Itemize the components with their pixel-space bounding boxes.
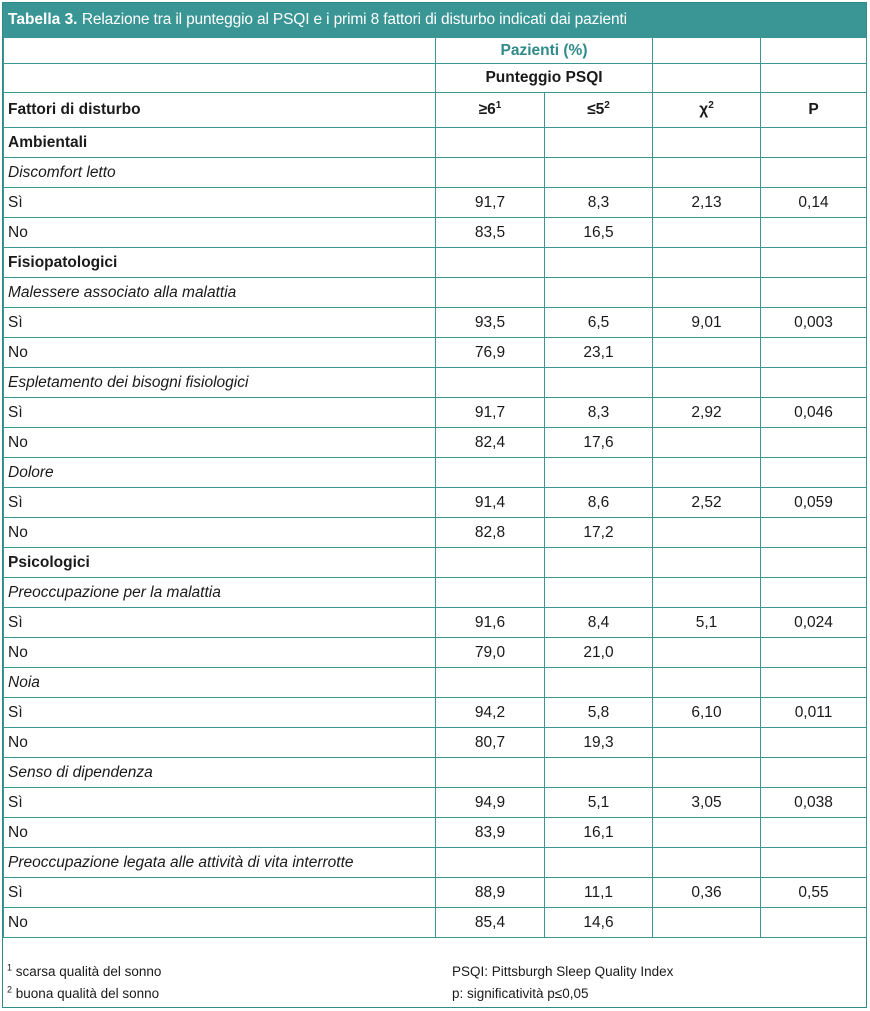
empty-cell bbox=[653, 758, 761, 788]
empty-cell bbox=[436, 158, 545, 188]
empty-cell bbox=[761, 578, 867, 608]
cell-psqi-low: 14,6 bbox=[545, 908, 653, 938]
cell-psqi-high: 91,7 bbox=[436, 188, 545, 218]
header-blank bbox=[653, 38, 761, 64]
footnote-2-sup: 2 bbox=[7, 984, 13, 995]
cell-psqi-low: 11,1 bbox=[545, 878, 653, 908]
cell-p-value: 0,003 bbox=[761, 308, 867, 338]
category-row bbox=[4, 248, 867, 278]
cell-p-value: 0,14 bbox=[761, 188, 867, 218]
table-row bbox=[4, 308, 867, 338]
cell-psqi-low: 17,6 bbox=[545, 428, 653, 458]
subcategory-label: Senso di dipendenza bbox=[4, 758, 436, 788]
subcategory-row bbox=[4, 668, 867, 698]
cell-chi-square: 3,05 bbox=[653, 788, 761, 818]
table-row bbox=[4, 878, 867, 908]
empty-cell bbox=[436, 578, 545, 608]
table-row bbox=[4, 188, 867, 218]
cell-psqi-high: 91,4 bbox=[436, 488, 545, 518]
footnotes-left bbox=[7, 961, 161, 1005]
header-psqi-low-text: ≤5 bbox=[587, 101, 605, 118]
empty-cell bbox=[653, 368, 761, 398]
empty-cell bbox=[761, 548, 867, 578]
cell-p-value bbox=[761, 338, 867, 368]
empty-cell bbox=[436, 848, 545, 878]
subcategory-row bbox=[4, 278, 867, 308]
empty-cell bbox=[436, 368, 545, 398]
footnote-2-text: buona qualità del sonno bbox=[15, 986, 160, 1001]
table-row bbox=[4, 608, 867, 638]
subcategory-label: Preoccupazione legata alle attività di vita interrotte bbox=[4, 848, 436, 878]
empty-cell bbox=[653, 458, 761, 488]
table-title-label: Tabella 3. bbox=[8, 11, 78, 28]
subcategory-label: Preoccupazione per la malattia bbox=[4, 578, 436, 608]
empty-cell bbox=[761, 458, 867, 488]
cell-psqi-low: 8,4 bbox=[545, 608, 653, 638]
footnotes-right bbox=[452, 961, 673, 1005]
empty-cell bbox=[545, 458, 653, 488]
footnote-p: p: significatività p≤0,05 bbox=[452, 986, 589, 1001]
cell-psqi-high: 94,9 bbox=[436, 788, 545, 818]
cell-chi-square bbox=[653, 218, 761, 248]
cell-psqi-low: 6,5 bbox=[545, 308, 653, 338]
empty-cell bbox=[545, 128, 653, 158]
row-label: No bbox=[4, 518, 436, 548]
cell-psqi-high: 80,7 bbox=[436, 728, 545, 758]
cell-psqi-high: 83,9 bbox=[436, 818, 545, 848]
cell-p-value bbox=[761, 428, 867, 458]
cell-psqi-low: 5,1 bbox=[545, 788, 653, 818]
cell-chi-square bbox=[653, 428, 761, 458]
cell-psqi-low: 17,2 bbox=[545, 518, 653, 548]
cell-psqi-high: 76,9 bbox=[436, 338, 545, 368]
row-label: No bbox=[4, 728, 436, 758]
table-row bbox=[4, 428, 867, 458]
empty-cell bbox=[436, 668, 545, 698]
empty-cell bbox=[545, 578, 653, 608]
empty-cell bbox=[761, 368, 867, 398]
cell-p-value bbox=[761, 518, 867, 548]
row-label: No bbox=[4, 908, 436, 938]
cell-psqi-low: 5,8 bbox=[545, 698, 653, 728]
header-psqi-high-sup: 1 bbox=[495, 99, 502, 111]
empty-cell bbox=[436, 278, 545, 308]
category-label: Ambientali bbox=[4, 128, 436, 158]
row-label: No bbox=[4, 218, 436, 248]
row-label: No bbox=[4, 338, 436, 368]
cell-psqi-high: 91,6 bbox=[436, 608, 545, 638]
cell-chi-square bbox=[653, 338, 761, 368]
footnote-1 bbox=[7, 961, 161, 983]
empty-cell bbox=[761, 128, 867, 158]
empty-cell bbox=[761, 248, 867, 278]
data-table bbox=[3, 37, 867, 938]
empty-cell bbox=[761, 668, 867, 698]
cell-psqi-high: 85,4 bbox=[436, 908, 545, 938]
cell-psqi-low: 16,5 bbox=[545, 218, 653, 248]
cell-psqi-low: 8,6 bbox=[545, 488, 653, 518]
header-chi-sup: 2 bbox=[708, 99, 714, 111]
cell-chi-square bbox=[653, 638, 761, 668]
subcategory-row bbox=[4, 578, 867, 608]
empty-cell bbox=[653, 128, 761, 158]
empty-cell bbox=[545, 278, 653, 308]
footnote-1-text: scarsa qualità del sonno bbox=[15, 964, 162, 979]
subcategory-label: Malessere associato alla malattia bbox=[4, 278, 436, 308]
header-blank bbox=[4, 64, 436, 93]
header-chi-square bbox=[653, 93, 761, 128]
table-row bbox=[4, 488, 867, 518]
cell-psqi-low: 8,3 bbox=[545, 188, 653, 218]
empty-cell bbox=[653, 668, 761, 698]
subcategory-label: Discomfort letto bbox=[4, 158, 436, 188]
subcategory-row bbox=[4, 158, 867, 188]
table-row bbox=[4, 728, 867, 758]
cell-p-value bbox=[761, 728, 867, 758]
subcategory-row bbox=[4, 368, 867, 398]
table-row bbox=[4, 638, 867, 668]
cell-p-value: 0,046 bbox=[761, 398, 867, 428]
subcategory-label: Noia bbox=[4, 668, 436, 698]
table-frame bbox=[2, 2, 867, 1008]
subcategory-row bbox=[4, 758, 867, 788]
empty-cell bbox=[761, 278, 867, 308]
category-row bbox=[4, 128, 867, 158]
row-label: Sì bbox=[4, 698, 436, 728]
cell-p-value: 0,038 bbox=[761, 788, 867, 818]
header-blank bbox=[4, 38, 436, 64]
cell-psqi-high: 93,5 bbox=[436, 308, 545, 338]
header-row-subgroup bbox=[4, 64, 867, 93]
subcategory-row bbox=[4, 848, 867, 878]
footnote-1-sup: 1 bbox=[7, 962, 13, 973]
footnote-2 bbox=[7, 983, 161, 1005]
empty-cell bbox=[761, 158, 867, 188]
table-row bbox=[4, 218, 867, 248]
header-psqi-high-text: ≥6 bbox=[478, 101, 496, 118]
cell-psqi-high: 88,9 bbox=[436, 878, 545, 908]
cell-p-value bbox=[761, 638, 867, 668]
table-row bbox=[4, 338, 867, 368]
header-psqi-high bbox=[436, 93, 545, 128]
empty-cell bbox=[545, 368, 653, 398]
empty-cell bbox=[436, 548, 545, 578]
row-label: Sì bbox=[4, 308, 436, 338]
row-label: No bbox=[4, 428, 436, 458]
table-row bbox=[4, 818, 867, 848]
cell-psqi-high: 82,8 bbox=[436, 518, 545, 548]
empty-cell bbox=[761, 848, 867, 878]
cell-p-value bbox=[761, 908, 867, 938]
header-patients-percent: Pazienti (%) bbox=[436, 38, 653, 64]
category-label: Psicologici bbox=[4, 548, 436, 578]
footnote-psqi: PSQI: Pittsburgh Sleep Quality Index bbox=[452, 964, 674, 979]
empty-cell bbox=[653, 248, 761, 278]
table-title bbox=[3, 3, 866, 37]
category-row bbox=[4, 548, 867, 578]
cell-psqi-high: 82,4 bbox=[436, 428, 545, 458]
header-psqi-low bbox=[545, 93, 653, 128]
row-label: No bbox=[4, 638, 436, 668]
cell-p-value: 0,011 bbox=[761, 698, 867, 728]
cell-chi-square: 9,01 bbox=[653, 308, 761, 338]
cell-chi-square: 0,36 bbox=[653, 878, 761, 908]
cell-chi-square bbox=[653, 818, 761, 848]
cell-chi-square: 6,10 bbox=[653, 698, 761, 728]
empty-cell bbox=[436, 758, 545, 788]
empty-cell bbox=[436, 128, 545, 158]
cell-chi-square bbox=[653, 728, 761, 758]
table-row bbox=[4, 398, 867, 428]
cell-chi-square bbox=[653, 518, 761, 548]
table-row bbox=[4, 698, 867, 728]
row-label: Sì bbox=[4, 398, 436, 428]
cell-p-value: 0,024 bbox=[761, 608, 867, 638]
header-blank bbox=[653, 64, 761, 93]
cell-psqi-low: 16,1 bbox=[545, 818, 653, 848]
empty-cell bbox=[436, 458, 545, 488]
empty-cell bbox=[436, 248, 545, 278]
cell-p-value: 0,55 bbox=[761, 878, 867, 908]
empty-cell bbox=[545, 668, 653, 698]
header-psqi-low-sup: 2 bbox=[604, 99, 610, 111]
table-row bbox=[4, 518, 867, 548]
row-label: Sì bbox=[4, 878, 436, 908]
row-label: Sì bbox=[4, 188, 436, 218]
cell-p-value: 0,059 bbox=[761, 488, 867, 518]
header-p-value: P bbox=[761, 93, 867, 128]
empty-cell bbox=[761, 758, 867, 788]
header-chi-text: χ bbox=[699, 101, 709, 118]
row-label: No bbox=[4, 818, 436, 848]
empty-cell bbox=[545, 848, 653, 878]
cell-chi-square: 2,92 bbox=[653, 398, 761, 428]
header-factors: Fattori di disturbo bbox=[4, 93, 436, 128]
empty-cell bbox=[653, 848, 761, 878]
row-label: Sì bbox=[4, 788, 436, 818]
header-blank bbox=[761, 38, 867, 64]
subcategory-row bbox=[4, 458, 867, 488]
header-blank bbox=[761, 64, 867, 93]
empty-cell bbox=[653, 278, 761, 308]
cell-chi-square: 2,52 bbox=[653, 488, 761, 518]
header-row-columns bbox=[4, 93, 867, 128]
cell-psqi-low: 23,1 bbox=[545, 338, 653, 368]
empty-cell bbox=[545, 758, 653, 788]
cell-psqi-low: 8,3 bbox=[545, 398, 653, 428]
subcategory-label: Dolore bbox=[4, 458, 436, 488]
cell-chi-square bbox=[653, 908, 761, 938]
header-psqi-score: Punteggio PSQI bbox=[436, 64, 653, 93]
row-label: Sì bbox=[4, 488, 436, 518]
cell-psqi-high: 91,7 bbox=[436, 398, 545, 428]
empty-cell bbox=[545, 548, 653, 578]
empty-cell bbox=[653, 158, 761, 188]
table-title-text: Relazione tra il punteggio al PSQI e i primi 8 fattori di disturbo indicati dai pazienti bbox=[81, 11, 627, 28]
cell-psqi-high: 94,2 bbox=[436, 698, 545, 728]
cell-p-value bbox=[761, 218, 867, 248]
empty-cell bbox=[545, 248, 653, 278]
empty-cell bbox=[545, 158, 653, 188]
category-label: Fisiopatologici bbox=[4, 248, 436, 278]
cell-p-value bbox=[761, 818, 867, 848]
subcategory-label: Espletamento dei bisogni fisiologici bbox=[4, 368, 436, 398]
cell-psqi-high: 83,5 bbox=[436, 218, 545, 248]
cell-psqi-low: 19,3 bbox=[545, 728, 653, 758]
empty-cell bbox=[653, 548, 761, 578]
empty-cell bbox=[653, 578, 761, 608]
cell-psqi-high: 79,0 bbox=[436, 638, 545, 668]
header-row-group bbox=[4, 38, 867, 64]
table-row bbox=[4, 788, 867, 818]
cell-chi-square: 5,1 bbox=[653, 608, 761, 638]
table-row bbox=[4, 908, 867, 938]
cell-chi-square: 2,13 bbox=[653, 188, 761, 218]
row-label: Sì bbox=[4, 608, 436, 638]
cell-psqi-low: 21,0 bbox=[545, 638, 653, 668]
